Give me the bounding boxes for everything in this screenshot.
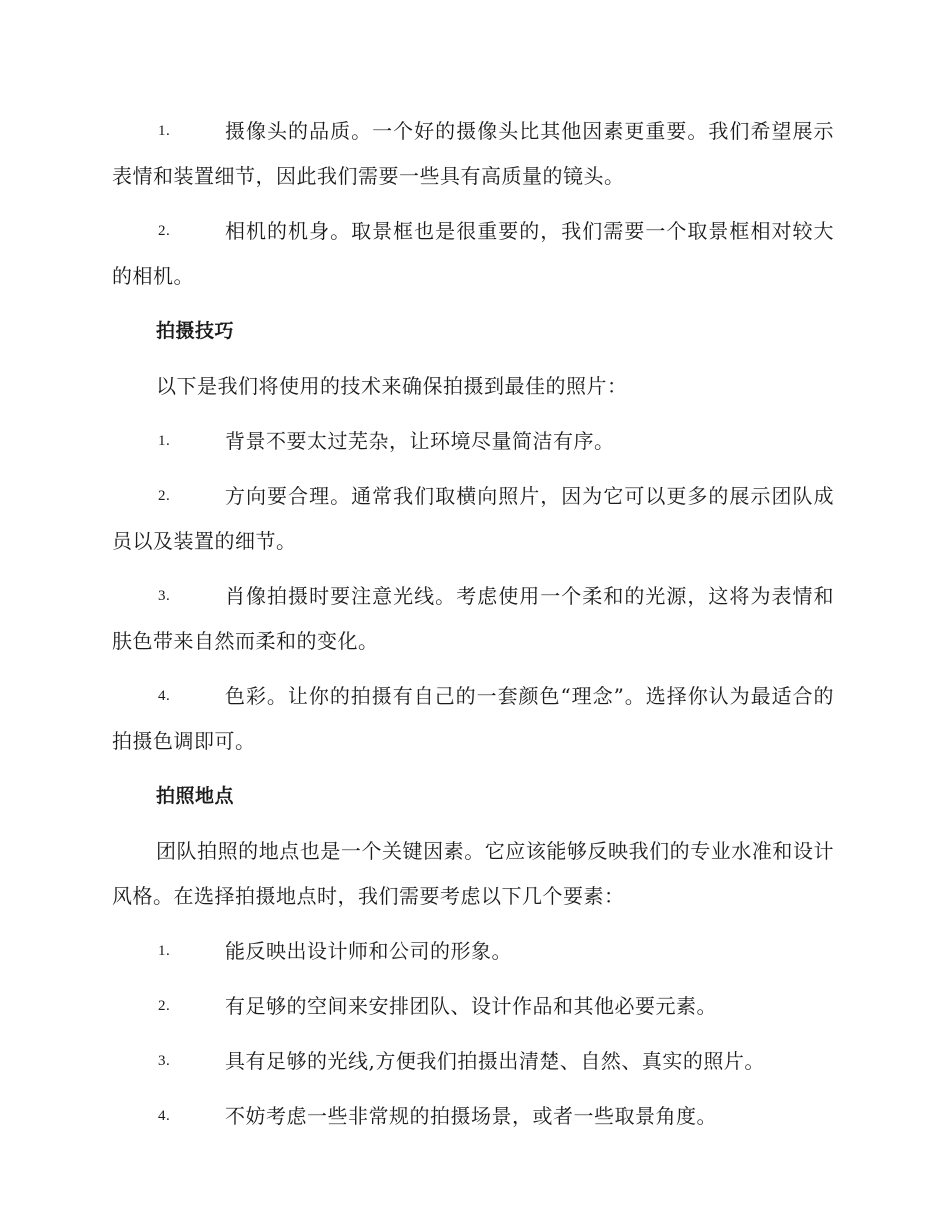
list-text: 色彩。让你的拍摄有自己的一套颜色“理念”。选择你认为最适合的拍摄色调即可。 xyxy=(112,684,834,753)
list-text: 方向要合理。通常我们取横向照片，因为它可以更多的展示团队成员以及装置的细节。 xyxy=(112,484,834,553)
paragraph: 以下是我们将使用的技术来确保拍摄到最佳的照片： xyxy=(156,374,628,398)
list-number: 1. xyxy=(158,123,171,139)
paragraph: 团队拍照的地点也是一个关键因素。它应该能够反映我们的专业水准和设计风格。在选择拍摄地点时，我们需要考虑以下几个要素： xyxy=(112,839,834,908)
list-item xyxy=(112,984,834,1029)
list-item xyxy=(112,419,834,464)
list-number: 3. xyxy=(158,1053,171,1069)
list-number: 1. xyxy=(158,943,171,959)
list-text: 能反映出设计师和公司的形象。 xyxy=(225,939,512,963)
list-text: 不妨考虑一些非常规的拍摄场景，或者一些取景角度。 xyxy=(225,1104,717,1128)
list-number: 3. xyxy=(158,588,171,604)
list-text: 摄像头的品质。一个好的摄像头比其他因素更重要。我们希望展示表情和装置细节，因此我们需要一些具有高质量的镜头。 xyxy=(112,119,834,188)
list-item xyxy=(112,574,834,664)
section-heading: 拍照地点 xyxy=(156,785,235,807)
list-item xyxy=(112,929,834,974)
list-number: 4. xyxy=(158,688,171,704)
list-text: 具有足够的光线,方便我们拍摄出清楚、自然、真实的照片。 xyxy=(225,1049,765,1073)
list-item xyxy=(112,674,834,764)
list-number: 1. xyxy=(158,433,171,449)
list-item xyxy=(112,1094,834,1139)
list-text: 肖像拍摄时要注意光线。考虑使用一个柔和的光源，这将为表情和肤色带来自然而柔和的变化。 xyxy=(112,584,834,653)
list-number: 2. xyxy=(158,488,171,504)
list-item xyxy=(112,209,834,299)
list-text: 相机的机身。取景框也是很重要的，我们需要一个取景框相对较大的相机。 xyxy=(112,219,834,288)
list-number: 2. xyxy=(158,223,171,239)
list-number: 2. xyxy=(158,998,171,1014)
list-text: 有足够的空间来安排团队、设计作品和其他必要元素。 xyxy=(225,994,717,1018)
section-heading: 拍摄技巧 xyxy=(156,320,235,342)
list-text: 背景不要太过芜杂，让环境尽量简洁有序。 xyxy=(225,429,615,453)
list-item xyxy=(112,1039,834,1084)
list-number: 4. xyxy=(158,1108,171,1124)
list-item xyxy=(112,474,834,564)
list-item xyxy=(112,109,834,199)
